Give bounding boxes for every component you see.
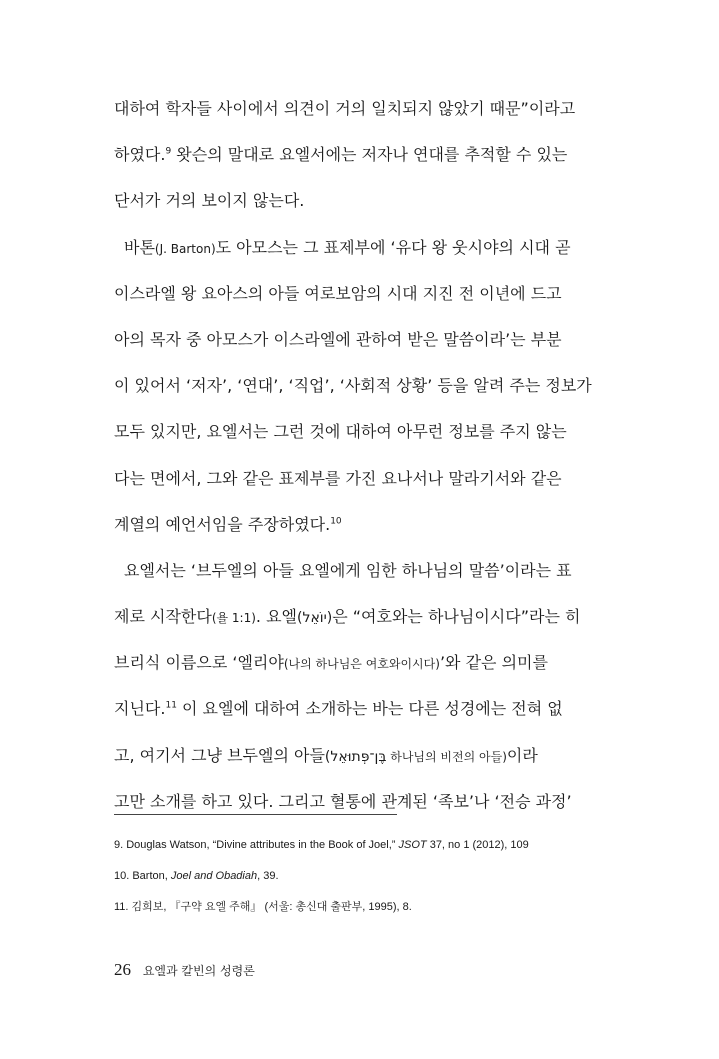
text-line	[114, 502, 592, 548]
text: 제로 시작한다(욜 1:1). 요엘(יוֹאֵל)은 “여호와는 하나님이시다”라는 히	[114, 607, 581, 627]
text-line	[114, 548, 592, 594]
text-line	[114, 225, 592, 271]
text: 대하여 학자들 사이에서 의견이 거의 일치되지 않았기 때문”이라고	[114, 99, 576, 118]
text: 고, 여기서 그냥 브두엘의 아들(בֶּן־פְּתוּאֵל 하나님의 비전의 아들)이라	[114, 745, 538, 765]
running-title: 요엘과 칼빈의 성령론	[142, 964, 255, 978]
text-line	[114, 178, 592, 224]
text: 고만 소개를 하고 있다. 그리고 혈통에 관계된 ‘족보’나 ‘전승 과정’	[114, 791, 572, 811]
text: 단서가 거의 보이지 않는다.	[114, 191, 305, 211]
text: 모두 있지만, 요엘서는 그런 것에 대하여 아무런 정보를 주지 않는	[114, 422, 567, 442]
text: 계열의 예언서임을 주장하였다.$^{10}$	[114, 514, 342, 534]
text-line	[114, 132, 592, 178]
text-line	[114, 363, 592, 409]
text: 다는 면에서, 그와 같은 표제부를 가진 요나서나 말라기서와 같은	[114, 468, 562, 488]
text: 요엘서는 ‘브두엘의 아들 요엘에게 임한 하나님의 말씀’이라는 표	[124, 560, 572, 580]
footnote-10: 10. Barton, Joel and Obadiah, 39.	[114, 870, 279, 882]
text-line	[114, 686, 592, 732]
text: 바톤(J. Barton)도 아모스는 그 표제부에 ‘유다 왕 웃시야의 시대 곧	[124, 237, 571, 257]
footnote-divider	[114, 814, 397, 815]
page-footer	[114, 960, 255, 980]
footnote-marker-11: 11	[165, 701, 177, 712]
text: 아의 목자 중 아모스가 이스라엘에 관하여 받은 말씀이라’는 부분	[114, 329, 562, 349]
text: 이 있어서 ‘저자’, ‘연대’, ‘직업’, ‘사회적 상황’ 등을 알려 주는 정보가	[114, 376, 592, 396]
text: 이스라엘 왕 요아스의 아들 여로보암의 시대 지진 전 이년에 드고	[114, 283, 562, 303]
footnote-11: 11. 김희보, 『구약 요엘 주해』 (서울: 총신대 출판부, 1995), 8.	[114, 901, 412, 913]
text: 하였다.$^9$ 왓슨의 말대로 요엘서에는 저자나 연대를 추적할 수 있는	[114, 145, 568, 165]
page-number: 26	[114, 960, 131, 979]
text-line	[114, 733, 592, 779]
text-line	[114, 594, 592, 640]
text-line	[114, 640, 592, 686]
text: 지닌다.$^{11}$ 이 요엘에 대하여 소개하는 바는 다른 성경에는 전혀 없	[114, 699, 563, 719]
text-line	[114, 456, 592, 502]
text-line	[114, 271, 592, 317]
text-line	[114, 779, 592, 825]
text: 브리식 이름으로 ‘엘리야(나의 하나님은 여호와이시다)’와 같은 의미를	[114, 653, 548, 673]
text-line	[114, 86, 592, 132]
text-line	[114, 409, 592, 455]
footnote-marker-9: 9	[165, 146, 172, 157]
footnote-marker-10: 10	[330, 516, 342, 527]
text-line	[114, 317, 592, 363]
footnote-9: 9. Douglas Watson, “Divine attributes in the Book of Joel,” JSOT 37, no 1 (2012), 109	[114, 839, 529, 851]
body-text	[114, 86, 592, 825]
